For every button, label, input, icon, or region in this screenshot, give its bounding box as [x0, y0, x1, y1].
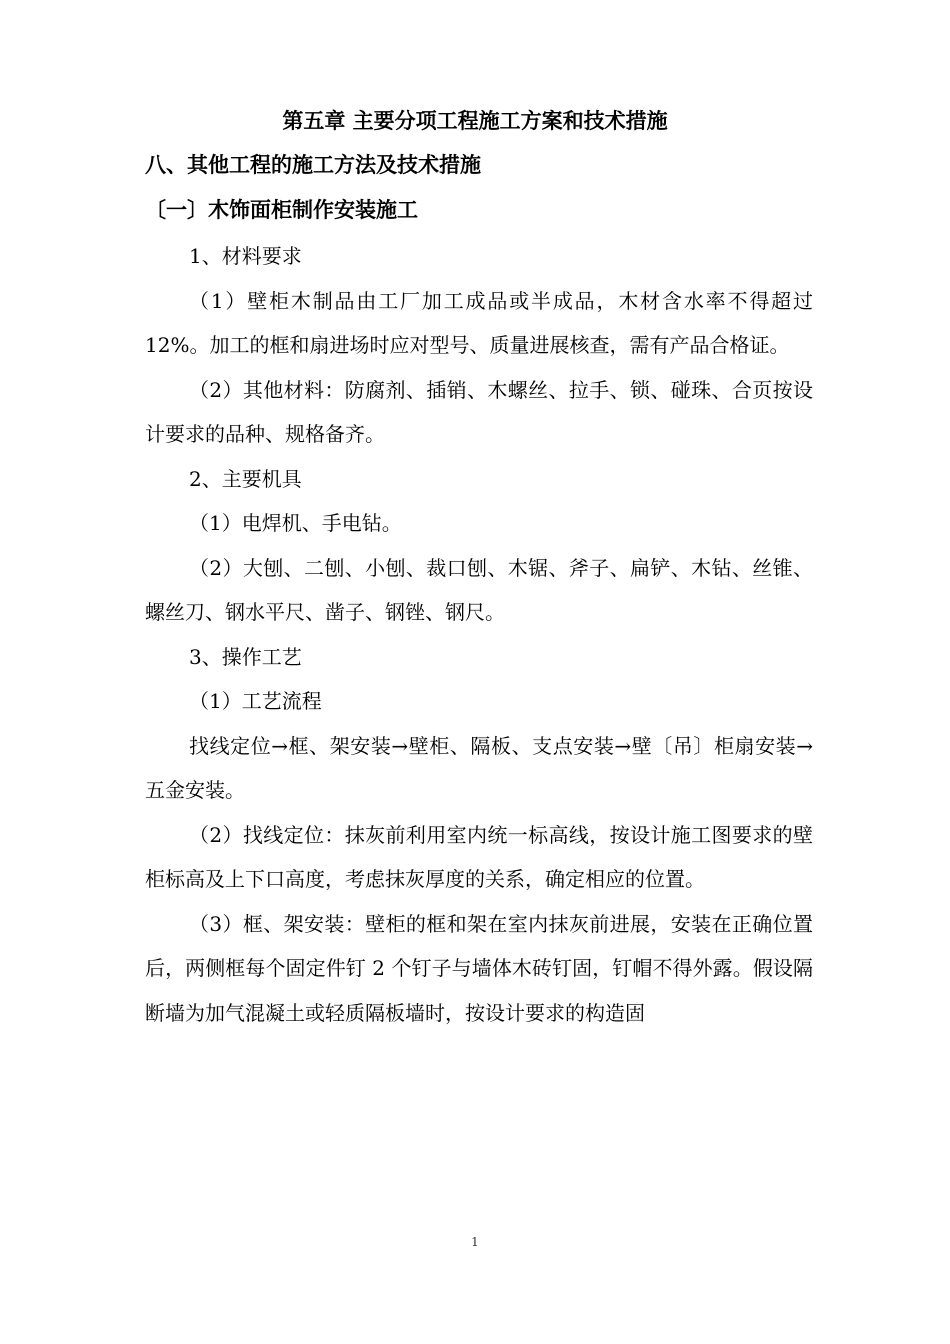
paragraph-process-flow-heading: （1）工艺流程	[189, 689, 322, 713]
paragraph-operation-process: 3、操作工艺	[189, 644, 302, 669]
paragraph-main-tools: 2、主要机具	[189, 466, 302, 491]
paragraph-cabinet-wood: （1）壁柜木制品由工厂加工成品或半成品，木材含水率不得超过 12%。加工的框和扇进场时应对型号、质量进展核查，需有产品合格证。	[145, 288, 813, 357]
body-text	[145, 234, 813, 1035]
paragraph-positioning: （2）找线定位：抹灰前利用室内统一标高线，按设计施工图要求的壁柜标高及上下口高度，考虑抹灰厚度的关系，确定相应的位置。	[145, 822, 813, 891]
section-heading: 八、其他工程的施工方法及技术措施	[145, 153, 481, 177]
paragraph-power-tools: （1）电焊机、手电钻。	[189, 511, 402, 535]
paragraph-other-materials: （2）其他材料：防腐剂、插销、木螺丝、拉手、锁、碰珠、合页按设计要求的品种、规格备齐。	[145, 377, 813, 446]
subsection-heading: 〔一〕木饰面柜制作安装施工	[145, 198, 418, 222]
paragraph-material-requirements: 1、材料要求	[189, 244, 302, 268]
chapter-title: 第五章 主要分项工程施工方案和技术措施	[282, 109, 668, 133]
paragraph-process-flow: 找线定位→框、架安装→壁柜、隔板、支点安装→壁〔吊〕柜扇安装→五金安装。	[145, 733, 813, 802]
paragraph-hand-tools: （2）大刨、二刨、小刨、裁口刨、木锯、斧子、扁铲、木钻、丝锥、螺丝刀、钢水平尺、凿子、钢锉、钢尺。	[145, 555, 813, 624]
paragraph-frame-installation: （3）框、架安装：壁柜的框和架在室内抹灰前进展，安装在正确位置后，两侧框每个固定件钉 2 个钉子与墙体木砖钉固，钉帽不得外露。假设隔断墙为加气混凝土或轻质隔板墙时，按设计要求的构造固	[145, 911, 813, 1025]
page-number: 1	[471, 1235, 479, 1249]
